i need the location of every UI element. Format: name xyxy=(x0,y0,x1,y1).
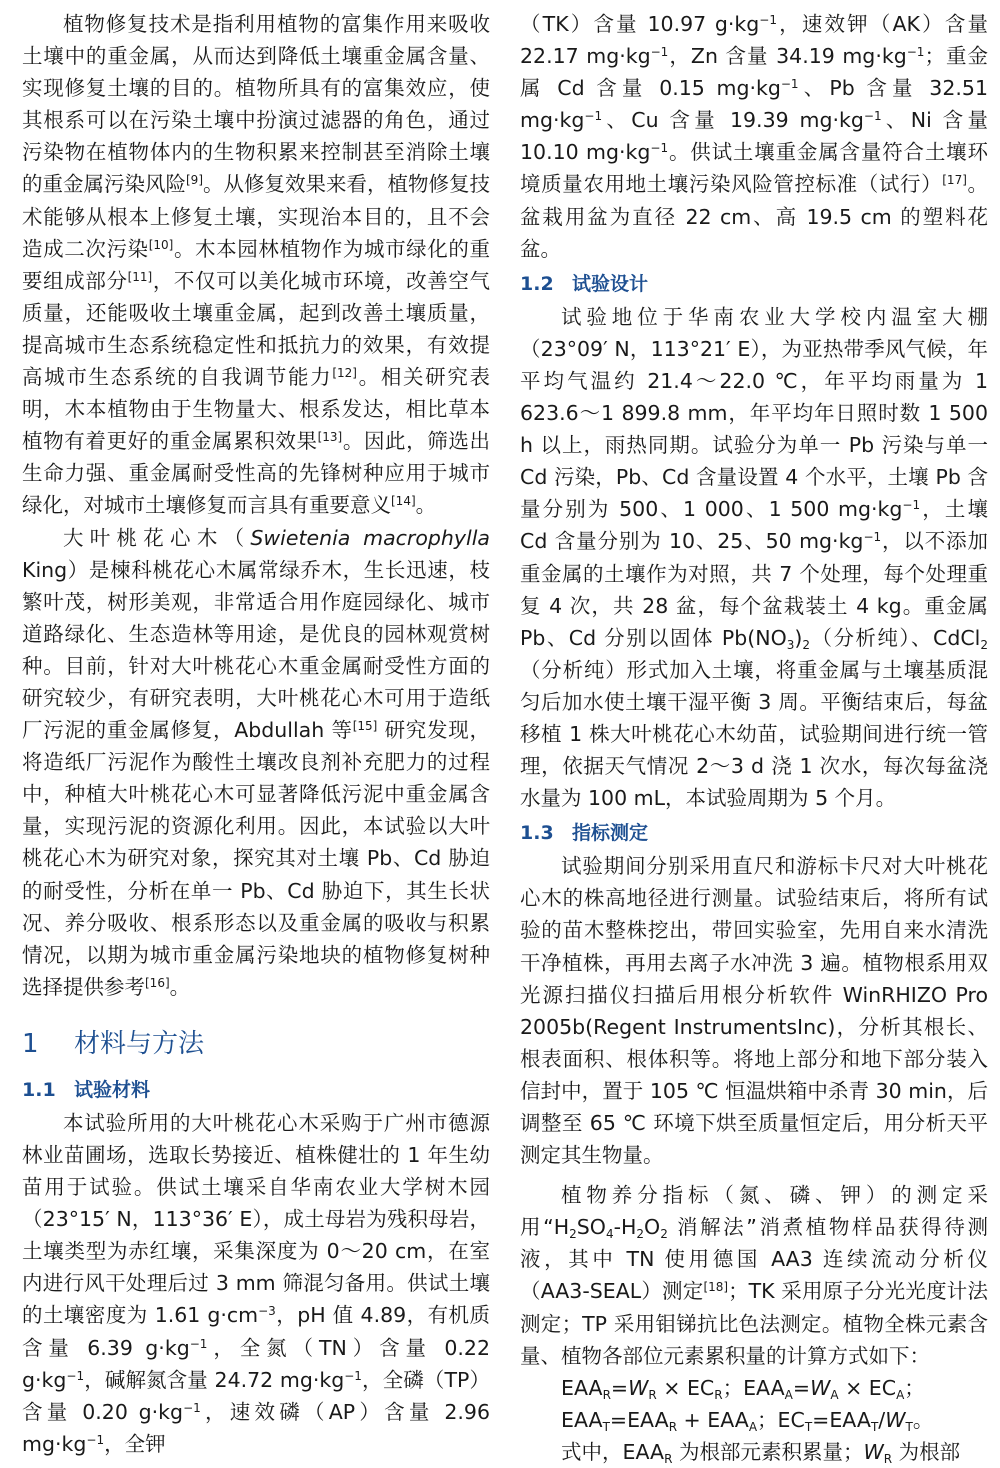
paragraph-species-background: 大叶桃花心木（Swietenia macrophylla King）是楝科桃花心木属常绿乔木，生长迅速，枝繁叶茂，树形美观，非常适合用作庭园绿化、城市道路绿化、生态造林等用途，是优良的园林观赏树种。目前，针对大叶桃花心木重金属耐受性方面的研究较少，有研究表明，大叶桃花心木可用于造纸厂污泥的重金属修复，Abdullah 等[15] 研究发现，将造纸厂污泥作为酸性土壤改良剂补充肥力的过程中，种植大叶桃花心木可显著降低污泥中重金属含量，实现污泥的资源化利用。因此，本试验以大叶桃花心木为研究对象，探究其对土壤 Pb、Cd 胁迫的耐受性，分析在单一 Pb、Cd 胁迫下，其生长状况、养分吸收、根系形态以及重金属的吸收与积累情况，以期为城市重金属污染地块的植物修复树种选择提供参考[16]。 xyxy=(22,525,490,999)
paragraph-test-materials: 本试验所用的大叶桃花心木采购于广州市德源林业苗圃场，选取长势接近、植株健壮的 1 年生幼苗用于试验。供试土壤采自华南农业大学树木园（23°15′ N，113°36′ E），成土母岩为残积母岩，土壤类型为赤红壤，采集深度为 0～20 cm，在室内进行风干处理后过 3 mm 筛混匀备用。供试土壤的土壤密度为 1.61 $g\cdot cm^{-3}$，pH 值 4.89，有机质含量 6.39 $g\cdot kg^{-1}$，全氮（TN）含量 0.22 $g\cdot kg^{-1}$，碱解氮含量 24.72 $mg\cdot kg^{-1}$，全磷（TP）含量 0.20 $g\cdot kg^{-1}$，速效磷（AP）含量 2.96 $mg\cdot kg^{-1}$，全钾 xyxy=(22,1110,491,1456)
paragraph-equation-legend: 式中，$EAA_R$ 为根部元素积累量；$W_R$ 为根部 xyxy=(561,1439,961,1466)
subsection-number: 1.3 xyxy=(520,822,554,845)
paragraph-experiment-design: 试验地位于华南农业大学校内温室大棚（23°09′ N，113°21′ E），为亚热带季风气候，年平均气温约 21.4～22.0 ℃，年平均雨量为 1 623.6～1 899.8 mm，年平均年日照时数 1 500 h 以上，雨热同期。试验分为单一 Pb 污染与单一 Cd 污染，Pb、Cd 含量设置 4 个水平，土壤 Pb 含量分别为 500、1 000、1 500 $mg\cdot kg^{-1}$，土壤 Cd 含量分别为 10、25、50 $mg\cdot kg^{-1}$，以不添加重金属的土壤作为对照，共 7 个处理，每个处理重复 4 次，共 28 盆，每个盆栽装土 4 kg。重金属 Pb、Cd 分别以固体 $Pb(NO_3)_2$（分析纯）、CdCl$_2$（分析纯）形式加入土壤，将重金属与土壤基质混匀后加水使土壤干湿平衡 3 周。平衡结束后，每盆移植 1 株大叶桃花心木幼苗，试验期间进行统一管理，依据天气情况 2～3 d 浇 1 次水，每次每盆浇水量为 100 mL，本试验周期为 5 个月。 xyxy=(520,304,989,811)
citation-ref: [18] xyxy=(703,1280,729,1295)
equation-line-1: $EAA_R=W_R \times EC_R$；$EAA_A=W_A \times EC_A$； xyxy=(561,1375,925,1402)
citation-ref: [11] xyxy=(127,269,153,284)
paragraph-phytoremediation-intro: 植物修复技术是指利用植物的富集作用来吸收土壤中的重金属，从而达到降低土壤重金属含量、实现修复土壤的目的。植物所具有的富集效应，使其根系可以在污染土壤中扮演过滤器的角色，通过污染物在植物体内的生物积累来控制甚至消除土壤的重金属污染风险[9]。从修复效果来看，植物修复技术能够从根本上修复土壤，实现治本目的，且不会造成二次污染[10]。木本园林植物作为城市绿化的重要组成部分[11]，不仅可以美化城市环境，改善空气质量，还能吸收土壤重金属，起到改善土壤质量，提高城市生态系统稳定性和抵抗力的效果，有效提高城市生态系统的自我调节能力[12]。相关研究表明，木本植物由于生物量大、根系发达，相比草本植物有着更好的重金属累积效果[13]。因此，筛选出生命力强、重金属耐受性高的先锋树种应用于城市绿化，对城市土壤修复而言具有重要意义[14]。 xyxy=(22,12,491,518)
citation-ref: [16] xyxy=(145,975,170,990)
left-column xyxy=(22,8,490,1460)
subsection-title: 指标测定 xyxy=(572,822,649,845)
section-title: 材料与方法 xyxy=(74,1028,205,1059)
paragraph-soil-properties-continued: （TK）含量 10.97 $g\cdot kg^{-1}$，速效钾（AK）含量 22.17 $mg\cdot kg^{-1}$，Zn 含量 34.19 $mg\cdot kg^{-1}$；重金属 Cd 含量 0.15 $mg\cdot kg^{-1}$、Pb 含量 32.51 $mg\cdot kg^{-1}$、Cu 含量 19.39 $mg\cdot kg^{-1}$、Ni 含量 10.10 $mg\cdot kg^{-1}$。供试土壤重金属含量符合土壤环境质量农用地土壤污染风险管控标准（试行）[17]。盆栽用盆为直径 22 cm、高 19.5 cm 的塑料花盆。 xyxy=(520,12,989,261)
section-number: 1 xyxy=(22,1028,39,1059)
subsection-title: 试验材料 xyxy=(74,1078,151,1101)
paragraph-growth-measurement: 试验期间分别采用直尺和游标卡尺对大叶桃花心木的株高地径进行测量。试验结束后，将所有试验的苗木整株挖出，带回实验室，先用自来水清洗干净植株，再用去离子水冲洗 3 遍。植物根系用双光源扫描仪扫描后用根分析软件 WinRHIZO Pro 2005b(Regent InstrumentsInc)，分析其根长、根表面积、根体积等。将地上部分和地下部分装入信封中，置于 105 ℃ 恒温烘箱中杀青 30 min，后调整至 65 ℃ 环境下烘至质量恒定后，用分析天平测定其生物量。 xyxy=(520,854,988,1168)
subsection-number: 1.2 xyxy=(520,272,554,295)
citation-ref: [12] xyxy=(332,366,357,381)
citation-ref: [15] xyxy=(352,719,378,734)
section-heading-materials-methods xyxy=(22,1025,490,1063)
citation-ref: [13] xyxy=(317,430,343,445)
citation-ref: [9] xyxy=(186,173,203,188)
citation-ref: [10] xyxy=(148,237,174,252)
subsection-heading-experiment-design xyxy=(520,269,988,299)
right-column xyxy=(520,8,988,1468)
paragraph-nutrient-measurement: 植物养分指标（氮、磷、钾）的测定采用“$H_2SO_4-H_2O_2$ 消解法”消煮植物样品获得待测液，其中 TN 使用德国 AA3 连续流动分析仪（AA3-SEAL）测定[18]；TK 采用原子分光光度计法测定；TP 采用钼锑抗比色法测定。植物全株元素含量、植物各部位元素累积量的计算方式如下： xyxy=(520,1183,988,1368)
subsection-title: 试验设计 xyxy=(572,272,649,295)
species-name: Swietenia macrophylla xyxy=(250,525,490,550)
equation-line-2: $EAA_T=EAA_R + EAA_A$；$EC_T=EAA_T/W_T$。 xyxy=(561,1407,934,1434)
subsection-heading-test-materials xyxy=(22,1075,490,1105)
citation-ref: [17] xyxy=(942,173,967,188)
subsection-heading-index-measurement xyxy=(520,818,988,848)
citation-ref: [14] xyxy=(391,494,416,509)
subsection-number: 1.1 xyxy=(22,1078,56,1101)
